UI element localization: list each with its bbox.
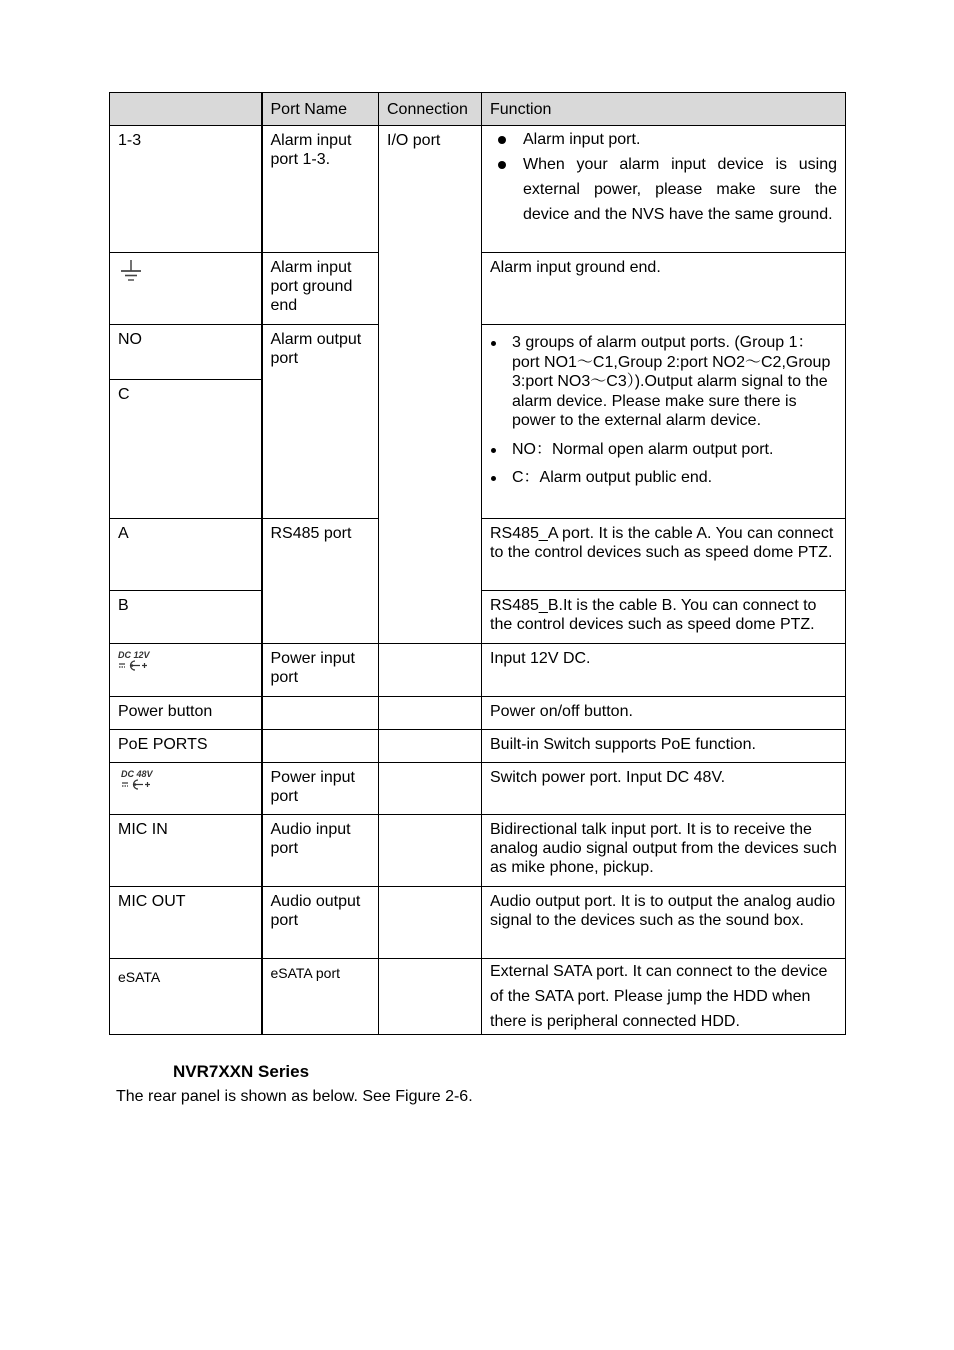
table-row-power-48v	[110, 763, 846, 815]
header-label	[110, 93, 262, 126]
dc-48v-icon-text: DC 48V	[121, 769, 153, 779]
cell-function: RS485_B.It is the cable B. You can connect to the control devices such as speed dome PTZ.	[482, 591, 846, 644]
table-row-esata	[110, 959, 846, 1035]
cell-label: B	[110, 591, 262, 644]
list-item: 3 groups of alarm output ports. (Group 1：port NO1～C1,Group 2:port NO2～C2,Group 3:port NO3～C3）).Output alarm signal to the alarm device. Please make sure there is power to the external alarm device.	[490, 333, 837, 431]
port-table	[109, 92, 846, 1035]
cell-label: eSATA	[110, 959, 262, 1035]
cell-label: NO	[110, 325, 262, 380]
cell-label: MIC IN	[110, 815, 262, 887]
list-item: When your alarm input device is using external power, please make sure the device and the NVS have the same ground.	[490, 152, 837, 227]
cell-function	[482, 325, 846, 519]
cell-connection	[379, 697, 482, 730]
cell-label: PoE PORTS	[110, 730, 262, 763]
cell-port-name: Audio output port	[262, 887, 379, 959]
ground-icon	[118, 258, 253, 284]
cell-port-name: RS485 port	[262, 519, 379, 644]
dc-48v-power-icon	[118, 768, 253, 794]
cell-icon	[110, 763, 262, 815]
table-header-row	[110, 93, 846, 126]
cell-port-name: eSATA port	[262, 959, 379, 1035]
cell-connection	[379, 815, 482, 887]
dc-12v-icon-text: DC 12V	[118, 650, 150, 660]
table-row-alarm-input	[110, 126, 846, 253]
cell-label: A	[110, 519, 262, 591]
cell-port-name	[262, 697, 379, 730]
cell-function: Bidirectional talk input port. It is to receive the analog audio signal output from the devices such as mike phone, pickup.	[482, 815, 846, 887]
section-text: The rear panel is shown as below. See Figure 2-6.	[116, 1088, 473, 1105]
cell-function	[482, 126, 846, 253]
table-row-power-12v	[110, 644, 846, 697]
cell-label: MIC OUT	[110, 887, 262, 959]
dc-12v-power-icon	[118, 649, 253, 675]
cell-icon	[110, 253, 262, 325]
cell-function: Alarm input ground end.	[482, 253, 846, 325]
cell-icon	[110, 644, 262, 697]
cell-connection	[379, 887, 482, 959]
table-row-mic-out	[110, 887, 846, 959]
function-list	[490, 127, 837, 227]
cell-function: Switch power port. Input DC 48V.	[482, 763, 846, 815]
cell-port-name	[262, 730, 379, 763]
cell-function: RS485_A port. It is the cable A. You can connect to the control devices such as speed dome PTZ.	[482, 519, 846, 591]
cell-port-name: Power input port	[262, 644, 379, 697]
cell-connection: I/O port	[379, 126, 482, 644]
function-list	[490, 333, 837, 488]
cell-port-name: Power input port	[262, 763, 379, 815]
header-connection: Connection	[379, 93, 482, 126]
list-item: NO：Normal open alarm output port.	[490, 440, 837, 460]
cell-connection	[379, 644, 482, 697]
cell-function: Input 12V DC.	[482, 644, 846, 697]
cell-port-name: Audio input port	[262, 815, 379, 887]
table-row-mic-in	[110, 815, 846, 887]
cell-function: Built-in Switch supports PoE function.	[482, 730, 846, 763]
cell-port-name: Alarm input port 1-3.	[262, 126, 379, 253]
cell-port-name: Alarm output port	[262, 325, 379, 519]
cell-function: Audio output port. It is to output the analog audio signal to the devices such as the sound box.	[482, 887, 846, 959]
cell-function: External SATA port. It can connect to the device of the SATA port. Please jump the HDD when there is peripheral connected HDD.	[482, 959, 846, 1035]
cell-connection	[379, 730, 482, 763]
cell-label: 1-3	[110, 126, 262, 253]
section-heading: NVR7XXN Series	[173, 1062, 310, 1081]
table-row-poe	[110, 730, 846, 763]
cell-label: Power button	[110, 697, 262, 730]
table-row-power-button	[110, 697, 846, 730]
cell-port-name: Alarm input port ground end	[262, 253, 379, 325]
list-item: C：Alarm output public end.	[490, 468, 837, 488]
cell-connection	[379, 763, 482, 815]
cell-function: Power on/off button.	[482, 697, 846, 730]
header-port-name: Port Name	[262, 93, 379, 126]
list-item: Alarm input port.	[490, 127, 837, 152]
cell-connection	[379, 959, 482, 1035]
cell-label: C	[110, 380, 262, 519]
header-function: Function	[482, 93, 846, 126]
